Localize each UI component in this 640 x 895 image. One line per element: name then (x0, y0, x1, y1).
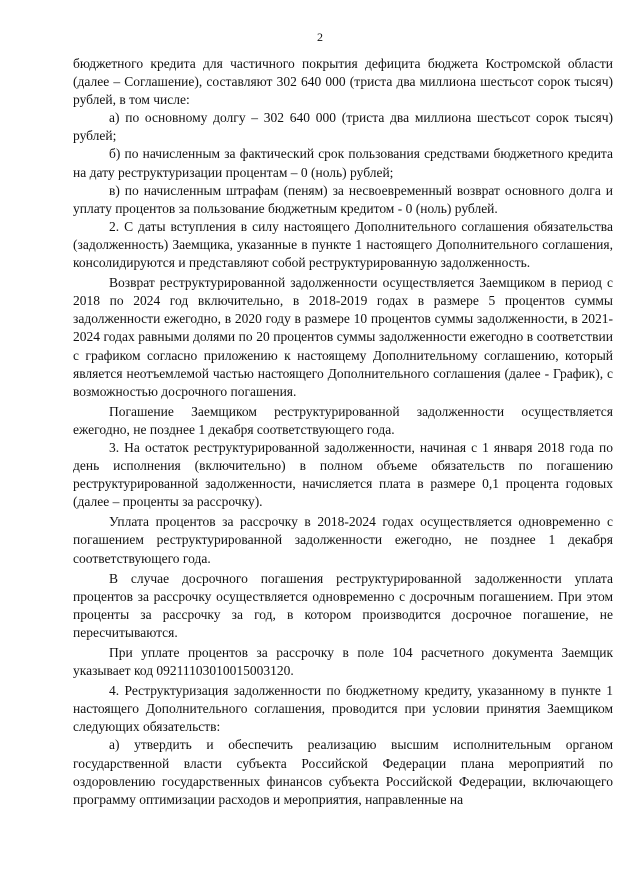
paragraph-item-a: а) по основному долгу – 302 640 000 (триста два миллиона шестьсот сорок тысяч) рублей; (73, 110, 613, 144)
paragraph-continuation: бюджетного кредита для частичного покрытия дефицита бюджета Костромской области (далее – Соглашение), составляют 302 640 000 (триста два миллиона шестьсот сорок тысяч) рублей, в том числе: (73, 56, 613, 108)
paragraph-payment-code: При уплате процентов за рассрочку в поле 104 расчетного документа Заемщик указывает код 09211103010015003120. (73, 645, 613, 679)
page-number: 2 (317, 30, 323, 44)
paragraph-section-2: 2. С даты вступления в силу настоящего Дополнительного соглашения обязательства (задолженность) Заемщика, указанные в пункте 1 настоящего Дополнительного соглашения, консолидируются и представляют собой реструктурированную задолженность. (73, 218, 613, 271)
paragraph-section-4: 4. Реструктуризация задолженности по бюджетному кредиту, указанному в пункте 1 настоящего Дополнительного соглашения, проводится при условии принятия Заемщиком следующих обязательств: (73, 683, 613, 735)
paragraph-early-repayment: В случае досрочного погашения реструктурированной задолженности уплата процентов за рассрочку осуществляется одновременно с досрочным погашением. При этом проценты за рассрочку за год, в котором производится досрочное погашение, не пересчитываются. (73, 570, 613, 640)
paragraph-annual-repayment: Погашение Заемщиком реструктурированной задолженности осуществляется ежегодно, не позднее 1 декабря соответствующего года. (73, 403, 613, 437)
document-body (73, 55, 613, 809)
paragraph-item-b: б) по начисленным за фактический срок пользования средствами бюджетного кредита на дату реструктуризации процентам – 0 (ноль) рублей; (73, 146, 613, 180)
paragraph-section-3: 3. На остаток реструктурированной задолженности, начиная с 1 января 2018 года по день исполнения (включительно) в полном объеме обязательств по погашению реструктурированной задолженности, начисляется плата в размере 0,1 процента годовых (далее – проценты за рассрочку). (73, 439, 613, 510)
paragraph-item-v: в) по начисленным штрафам (пеням) за несвоевременный возврат основного долга и уплату процентов за пользование бюджетным кредитом - 0 (ноль) рублей. (73, 182, 613, 216)
paragraph-obligation-a: а) утвердить и обеспечить реализацию высшим исполнительным органом государственной власти субъекта Российской Федерации плана мероприятий по оздоровлению государственных финансов субъекта Российской Федерации, включающего программу оптимизации расходов и мероприятия, направленные на (73, 737, 613, 807)
paragraph-repayment: Возврат реструктурированной задолженности осуществляется Заемщиком в период с 2018 по 2024 год включительно, в 2018-2019 годах в размере 5 процентов суммы задолженности ежегодно, в 2020 году в размере 10 процентов суммы задолженности, в 2021-2024 годах равными долями по 20 процентов суммы задолженности ежегодно в соответствии с графиком согласно приложению к настоящему Дополнительному соглашению, который является неотъемлемой частью настоящего Дополнительного соглашения (далее - График), с возможностью досрочного погашения. (73, 275, 613, 399)
paragraph-interest-payment: Уплата процентов за рассрочку в 2018-2024 годах осуществляется одновременно с погашением реструктурированной задолженности ежегодно, не позднее 1 декабря соответствующего года. (73, 514, 613, 566)
